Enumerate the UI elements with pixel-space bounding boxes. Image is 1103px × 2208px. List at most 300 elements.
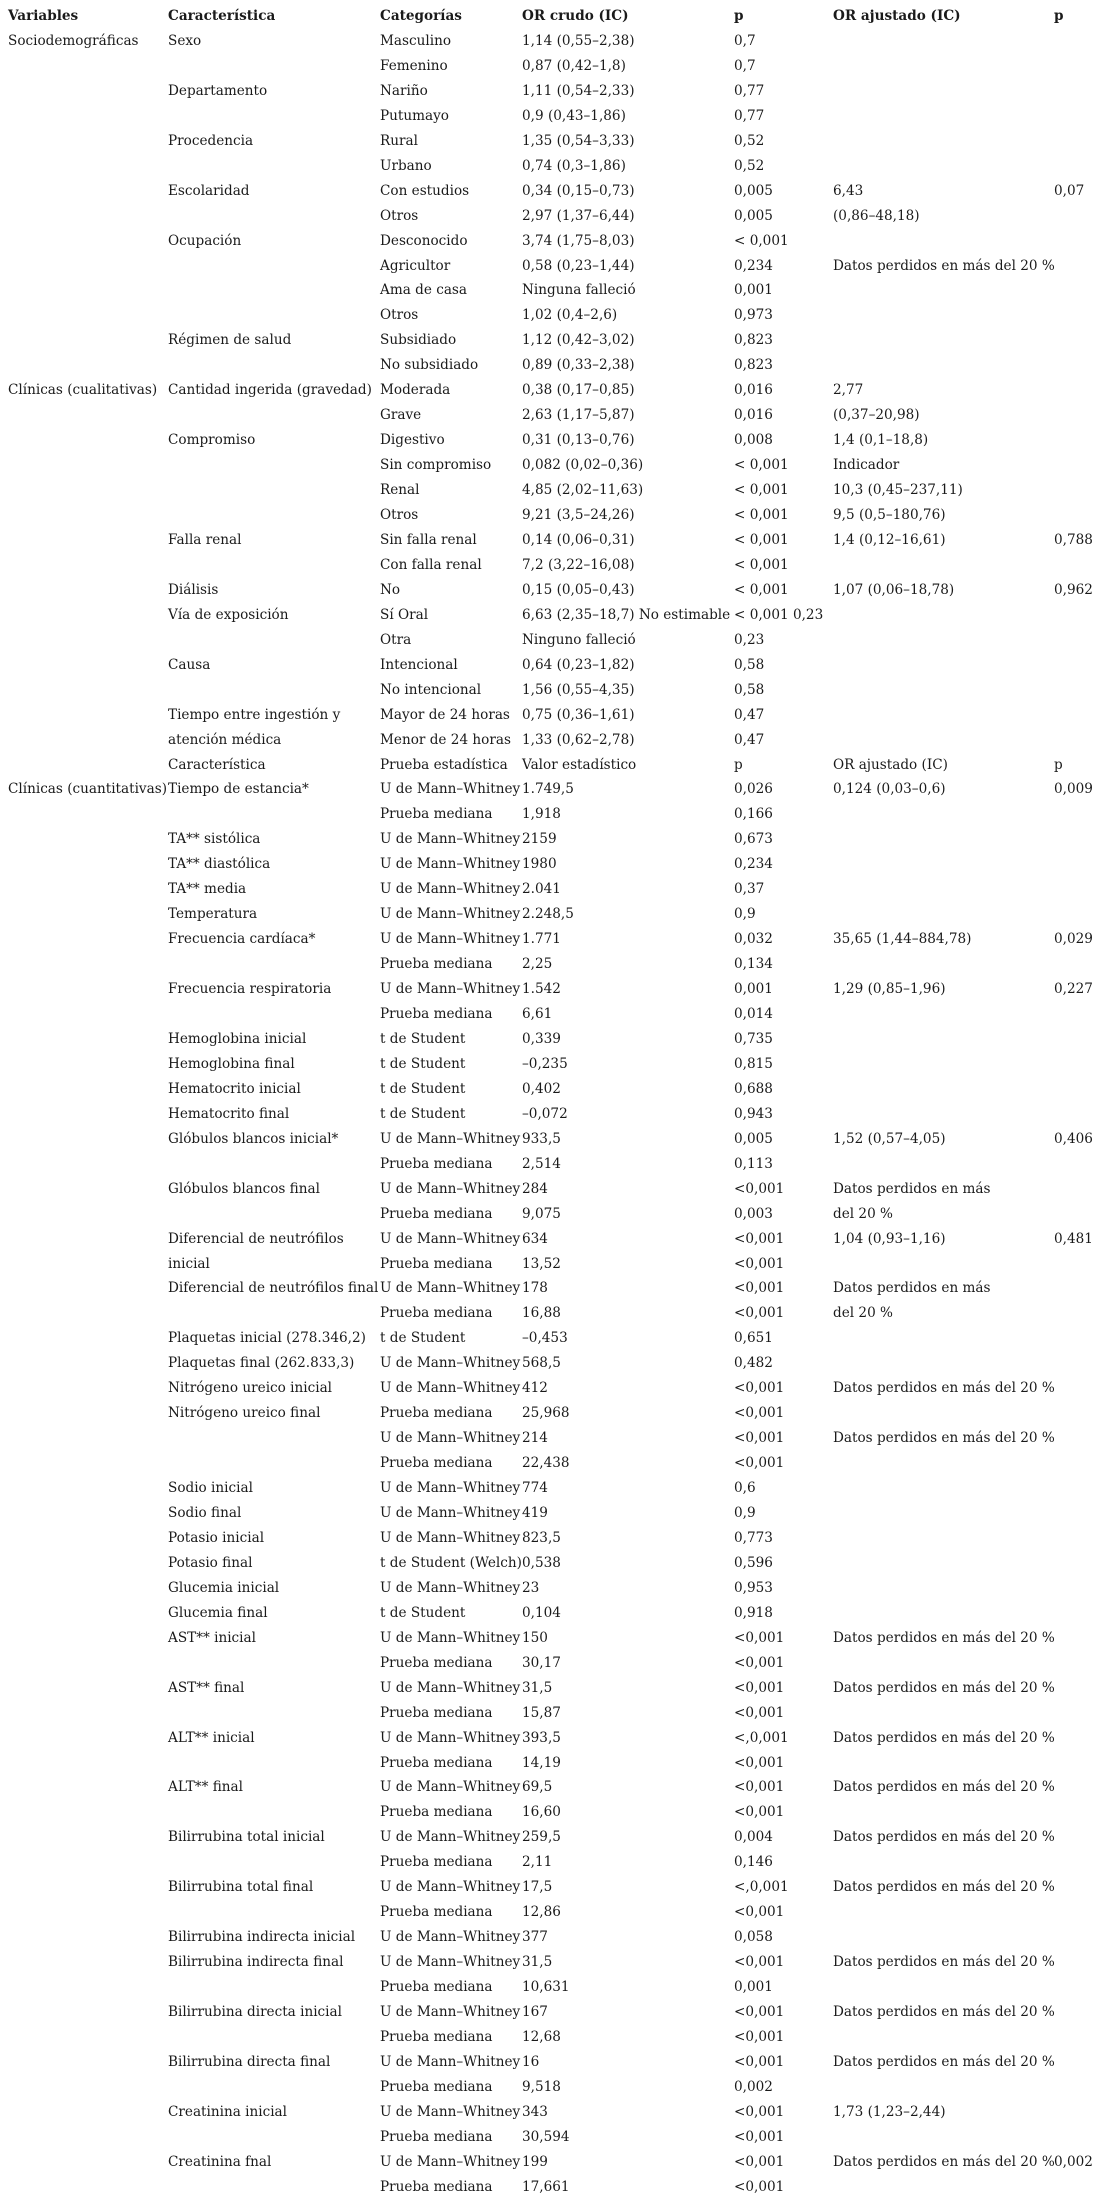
cell-p-crudo: 0,9 (734, 906, 756, 923)
cell-categoria: Prueba mediana (380, 1754, 493, 1771)
cell-or-crudo: 30,594 (522, 2128, 570, 2145)
cell-categoria: U de Mann–Whitney (380, 931, 521, 948)
cell-p-crudo: <0,001 (734, 2028, 785, 2045)
cell-p-crudo: < 0,001 (734, 232, 789, 249)
table-row (0, 1626, 1103, 1651)
cell-caracteristica: Sodio final (168, 1505, 242, 1521)
cell-categoria: Prueba mediana (380, 2178, 493, 2195)
table-row (0, 1701, 1103, 1726)
cell-categoria: U de Mann–Whitney (380, 1280, 521, 1297)
cell-categoria: No intencional (380, 681, 482, 698)
cell-categoria: Otros (380, 207, 419, 224)
cell-p-crudo: <0,001 (734, 1430, 785, 1447)
cell-p-crudo: < 0,001 (734, 482, 789, 499)
cell-p-crudo: < 0,001 (734, 581, 789, 598)
cell-caracteristica: TA** diastólica (168, 856, 271, 873)
cell-caracteristica: Glóbulos blancos inicial* (168, 1130, 339, 1147)
cell-or-ajustado: Datos perdidos en más del 20 % (833, 1729, 1055, 1746)
table-row (0, 1401, 1103, 1426)
cell-p-crudo: <0,001 (734, 2128, 785, 2145)
cell-caracteristica: Sexo (168, 32, 202, 49)
cell-or-ajustado: del 20 % (833, 1305, 893, 1322)
cell-or-crudo: 2,11 (522, 1854, 553, 1871)
cell-caracteristica: TA** sistólica (168, 831, 261, 848)
cell-or-crudo: 12,86 (522, 1904, 561, 1921)
cell-p-crudo: 0,77 (734, 107, 765, 124)
cell-or-ajustado: del 20 % (833, 1205, 893, 1222)
cell-or-crudo: 412 (522, 1380, 548, 1397)
cell-categoria: t de Student (380, 1105, 466, 1122)
cell-categoria: Putumayo (380, 107, 449, 124)
cell-or-crudo: 1,918 (522, 806, 561, 823)
table-row (0, 628, 1103, 653)
cell-categoria: Sí Oral (380, 606, 429, 623)
cell-or-crudo: 0,87 (0,42–1,8) (522, 57, 626, 74)
cell-p-crudo: <0,001 (734, 1804, 785, 1821)
cell-or-crudo: 0,74 (0,3–1,86) (522, 157, 626, 174)
cell-p-crudo: <0,001 (734, 1280, 785, 1297)
cell-or-ajustado: 6,43 (833, 182, 864, 199)
table-row (0, 877, 1103, 902)
cell-p-crudo: <0,001 (734, 1455, 785, 1472)
cell-p-crudo: 0,6 (734, 1480, 756, 1497)
cell-or-ajustado: 1,4 (0,1–18,8) (833, 432, 929, 449)
cell-or-crudo: 2,514 (522, 1155, 561, 1172)
cell-caracteristica: Tiempo de estancia* (168, 781, 309, 798)
table-row (0, 1127, 1103, 1152)
table-row (0, 1476, 1103, 1501)
cell-caracteristica: Tiempo entre ingestión y (168, 706, 341, 723)
cell-caracteristica: ALT** inicial (168, 1729, 255, 1746)
cell-or-crudo: 0,339 (522, 1030, 561, 1047)
table-row (0, 328, 1103, 353)
cell-or-ajustado: 1,73 (1,23–2,44) (833, 2103, 946, 2120)
cell-p-crudo: 0,001 (734, 981, 773, 998)
cell-or-crudo: 0,89 (0,33–2,38) (522, 357, 635, 374)
table-row (0, 204, 1103, 229)
cell-or-crudo: 1.749,5 (522, 781, 574, 798)
cell-or-crudo: 0,538 (522, 1554, 561, 1571)
cell-or-crudo: 30,17 (522, 1654, 561, 1671)
cell-p-crudo: <,0,001 (734, 1879, 789, 1896)
cell-p-ajustado: 0,002 (1054, 2153, 1093, 2170)
cell-p-crudo: 0,815 (734, 1055, 773, 1072)
cell-or-ajustado: (0,86–48,18) (833, 207, 920, 224)
cell-caracteristica: Frecuencia cardíaca* (168, 931, 316, 948)
cell-categoria: U de Mann–Whitney (380, 1380, 521, 1397)
table-row (0, 1077, 1103, 1102)
cell-or-crudo: 0,15 (0,05–0,43) (522, 581, 635, 598)
table-row (0, 403, 1103, 428)
table-row (0, 1875, 1103, 1900)
cell-p-crudo: p (734, 756, 743, 773)
table-row (0, 1027, 1103, 1052)
cell-p-crudo: 0,7 (734, 32, 756, 49)
cell-p-crudo: < 0,001 (734, 457, 789, 474)
cell-or-ajustado: Datos perdidos en más del 20 % (833, 257, 1055, 274)
cell-categoria: Rural (380, 132, 418, 149)
cell-or-ajustado: Datos perdidos en más del 20 % (833, 1779, 1055, 1796)
table-row (0, 977, 1103, 1002)
table-row (0, 1576, 1103, 1601)
table-row (0, 428, 1103, 453)
table-row (0, 1227, 1103, 1252)
table-row (0, 478, 1103, 503)
cell-p-crudo: 0,113 (734, 1155, 773, 1172)
cell-caracteristica: AST** final (168, 1679, 245, 1696)
cell-p-crudo: 0,673 (734, 831, 773, 848)
cell-p-ajustado: 0,07 (1054, 182, 1085, 199)
table-row (0, 902, 1103, 927)
cell-categoria: U de Mann–Whitney (380, 1629, 521, 1646)
cell-or-crudo: 6,61 (522, 1006, 553, 1022)
cell-p-crudo: 0,003 (734, 1205, 773, 1222)
cell-categoria: Prueba mediana (380, 1455, 493, 1472)
table-row (0, 728, 1103, 753)
cell-or-ajustado: Datos perdidos en más (833, 1280, 991, 1297)
cell-categoria: U de Mann–Whitney (380, 1529, 521, 1546)
cell-categoria: U de Mann–Whitney (380, 781, 521, 798)
cell-p-crudo: 0,58 (734, 681, 765, 698)
cell-or-crudo: 69,5 (522, 1779, 553, 1796)
cell-p-crudo: 0,026 (734, 781, 773, 798)
table-row (0, 1326, 1103, 1351)
cell-or-ajustado: 1,04 (0,93–1,16) (833, 1230, 946, 1247)
cell-or-crudo: 150 (522, 1629, 548, 1646)
cell-or-ajustado: Datos perdidos en más del 20 % (833, 2053, 1055, 2070)
cell-p-crudo: 0,688 (734, 1080, 773, 1097)
cell-or-ajustado: Datos perdidos en más del 20 % (833, 2153, 1055, 2170)
cell-or-crudo: 1,14 (0,55–2,38) (522, 32, 635, 49)
table-row (0, 1800, 1103, 1825)
cell-p-crudo: <0,001 (734, 1180, 785, 1197)
cell-or-ajustado: Datos perdidos en más del 20 % (833, 1829, 1055, 1846)
cell-p-crudo: <0,001 (734, 1954, 785, 1971)
cell-caracteristica: Régimen de salud (168, 332, 292, 349)
table-row (0, 777, 1103, 802)
cell-p-crudo: 0,032 (734, 931, 773, 948)
cell-categoria: Prueba mediana (380, 1405, 493, 1422)
table-row (0, 1651, 1103, 1676)
cell-p-crudo: 0,016 (734, 407, 773, 424)
cell-or-crudo: 16,60 (522, 1804, 561, 1821)
table-row (0, 1751, 1103, 1776)
cell-caracteristica: AST** inicial (168, 1629, 256, 1646)
cell-or-crudo: 16,88 (522, 1305, 561, 1322)
cell-p-crudo: 0,52 (734, 157, 765, 174)
cell-p-crudo: 0,005 (734, 1130, 773, 1147)
table-row (0, 1451, 1103, 1476)
cell-p-crudo: 0,002 (734, 2078, 773, 2095)
cell-caracteristica: Ocupación (168, 232, 242, 249)
cell-p-crudo: 0,9 (734, 1505, 756, 1521)
cell-caracteristica: Bilirrubina directa final (168, 2053, 331, 2070)
cell-caracteristica: inicial (168, 1255, 210, 1272)
cell-caracteristica: Potasio final (168, 1554, 253, 1571)
cell-or-crudo: 6,63 (2,35–18,7) No estimable (522, 606, 731, 623)
table-row (0, 1052, 1103, 1077)
cell-categoria: U de Mann–Whitney (380, 1954, 521, 1971)
cell-categoria: Prueba mediana (380, 2128, 493, 2145)
cell-p-crudo: 0,953 (734, 1579, 773, 1596)
cell-categoria: U de Mann–Whitney (380, 2004, 521, 2020)
cell-caracteristica: Causa (168, 656, 211, 673)
cell-categoria: U de Mann–Whitney (380, 2053, 521, 2070)
table-row (0, 1301, 1103, 1326)
cell-or-ajustado: Datos perdidos en más del 20 % (833, 1954, 1055, 1971)
cell-categoria: Prueba mediana (380, 1654, 493, 1671)
cell-categoria: Prueba mediana (380, 2078, 493, 2095)
cell-categoria: Moderada (380, 382, 451, 399)
cell-p-crudo: <0,001 (734, 1704, 785, 1721)
table-row (0, 1152, 1103, 1177)
cell-categoria: U de Mann–Whitney (380, 1230, 521, 1247)
table-row (0, 1102, 1103, 1127)
table-row (0, 1202, 1103, 1227)
cell-or-crudo: 214 (522, 1430, 548, 1447)
cell-categoria: Con falla renal (380, 556, 482, 573)
cell-or-crudo: 0,104 (522, 1604, 561, 1621)
cell-or-ajustado: Datos perdidos en más del 20 % (833, 1629, 1055, 1646)
cell-categoria: U de Mann–Whitney (380, 2103, 521, 2120)
cell-or-crudo: –0,072 (522, 1105, 568, 1122)
cell-or-ajustado: Indicador (833, 457, 900, 474)
cell-p-crudo: 0,943 (734, 1105, 773, 1122)
cell-p-ajustado: 0,406 (1054, 1130, 1093, 1147)
table-row (0, 1252, 1103, 1277)
cell-p-ajustado: 0,481 (1054, 1230, 1093, 1247)
cell-caracteristica: Plaquetas final (262.833,3) (168, 1355, 355, 1372)
table-row (0, 1551, 1103, 1576)
cell-p-crudo: <0,001 (734, 1629, 785, 1646)
cell-or-crudo: 1,02 (0,4–2,6) (522, 307, 618, 324)
cell-categoria: Otros (380, 507, 419, 523)
cell-categoria: Sin falla renal (380, 531, 477, 548)
cell-caracteristica: Hemoglobina final (168, 1055, 295, 1072)
cell-caracteristica: Escolaridad (168, 182, 250, 199)
cell-or-crudo: 10,631 (522, 1979, 570, 1996)
cell-or-crudo: 0,64 (0,23–1,82) (522, 656, 635, 673)
cell-or-crudo: 23 (522, 1579, 540, 1596)
cell-p-crudo: <0,001 (734, 1754, 785, 1771)
cell-categoria: t de Student (Welch) (380, 1554, 522, 1571)
cell-categoria: U de Mann–Whitney (380, 1779, 521, 1796)
table-row (0, 2075, 1103, 2100)
cell-caracteristica: Hematocrito inicial (168, 1080, 301, 1097)
cell-p-crudo: <0,001 (734, 1380, 785, 1397)
table-row (0, 378, 1103, 403)
cell-categoria: Prueba mediana (380, 956, 493, 973)
table-row (0, 353, 1103, 378)
cell-p-crudo: 0,482 (734, 1355, 773, 1372)
cell-p-crudo: <0,001 (734, 2153, 785, 2170)
table-row (0, 827, 1103, 852)
header-variables: Variables (8, 8, 79, 24)
cell-or-crudo: 2,63 (1,17–5,87) (522, 407, 635, 424)
table-row (0, 179, 1103, 204)
table-row (0, 1351, 1103, 1376)
cell-p-crudo: 0,134 (734, 956, 773, 973)
cell-p-crudo: 0,37 (734, 881, 765, 898)
cell-or-crudo: 17,5 (522, 1879, 553, 1896)
cell-or-crudo: 0,9 (0,43–1,86) (522, 107, 626, 124)
cell-categoria: Prueba mediana (380, 1854, 493, 1871)
cell-p-crudo: < 0,001 (734, 556, 789, 573)
cell-categoria: U de Mann–Whitney (380, 2153, 521, 2170)
cell-caracteristica: Diferencial de neutrófilos (168, 1230, 344, 1247)
table-row (0, 1501, 1103, 1526)
cell-or-crudo: 0,31 (0,13–0,76) (522, 432, 635, 449)
cell-p-crudo: <0,001 (734, 2103, 785, 2120)
cell-categoria: Agricultor (380, 257, 451, 274)
table-row (0, 1925, 1103, 1950)
cell-categoria: Otra (380, 631, 412, 648)
cell-categoria: U de Mann–Whitney (380, 856, 521, 873)
table-row (0, 1825, 1103, 1850)
table-row (0, 2125, 1103, 2150)
cell-or-crudo: 1.542 (522, 981, 561, 998)
cell-categoria: No subsidiado (380, 357, 479, 374)
table-row (0, 2100, 1103, 2125)
cell-caracteristica: Diálisis (168, 581, 219, 598)
table-header-row (0, 4, 1103, 29)
table-row (0, 2175, 1103, 2200)
header-or-crudo: OR crudo (IC) (522, 8, 629, 24)
cell-caracteristica: Temperatura (168, 906, 258, 923)
cell-categoria: U de Mann–Whitney (380, 1430, 521, 1447)
cell-caracteristica: atención médica (168, 731, 282, 748)
cell-variable: Sociodemográficas (8, 32, 139, 49)
cell-p-crudo: 0,773 (734, 1529, 773, 1546)
cell-categoria: No (380, 581, 401, 598)
cell-categoria: U de Mann–Whitney (380, 1180, 521, 1197)
cell-or-crudo: 14,19 (522, 1754, 561, 1771)
cell-p-crudo: 0,7 (734, 57, 756, 74)
cell-caracteristica: Sodio inicial (168, 1480, 253, 1497)
table-row (0, 503, 1103, 528)
cell-or-crudo: Valor estadístico (522, 756, 637, 773)
cell-categoria: Prueba estadística (380, 756, 508, 773)
cell-p-ajustado: p (1054, 756, 1063, 773)
cell-caracteristica: Nitrógeno ureico final (168, 1405, 321, 1422)
cell-or-ajustado: Datos perdidos en más del 20 % (833, 2004, 1055, 2020)
cell-caracteristica: Glucemia final (168, 1604, 268, 1621)
cell-or-crudo: 0,58 (0,23–1,44) (522, 257, 635, 274)
cell-caracteristica: Bilirrubina indirecta final (168, 1954, 344, 1971)
cell-or-crudo: 2,97 (1,37–6,44) (522, 207, 635, 224)
table-row (0, 154, 1103, 179)
cell-or-crudo: 9,075 (522, 1205, 561, 1222)
table-row (0, 927, 1103, 952)
cell-or-crudo: 199 (522, 2153, 548, 2170)
cell-or-crudo: 823,5 (522, 1529, 561, 1546)
cell-caracteristica: ALT** final (168, 1779, 243, 1796)
cell-caracteristica: Procedencia (168, 132, 254, 149)
cell-caracteristica: TA** media (168, 881, 247, 898)
cell-categoria: Prueba mediana (380, 1979, 493, 1996)
cell-or-crudo: 9,21 (3,5–24,26) (522, 507, 635, 523)
cell-or-crudo: 2,25 (522, 956, 553, 973)
cell-variable: Clínicas (cualitativas) (8, 382, 158, 399)
cell-caracteristica: Característica (168, 756, 266, 773)
cell-p-crudo: 0,146 (734, 1854, 773, 1871)
cell-caracteristica: Bilirrubina total inicial (168, 1829, 325, 1846)
cell-or-crudo: 1980 (522, 856, 557, 873)
table-row (0, 1426, 1103, 1451)
cell-p-crudo: 0,973 (734, 307, 773, 324)
cell-p-crudo: 0,735 (734, 1030, 773, 1047)
table-row (0, 1726, 1103, 1751)
cell-categoria: U de Mann–Whitney (380, 1729, 521, 1746)
cell-or-crudo: 0,75 (0,36–1,61) (522, 706, 635, 723)
header-or-ajustado: OR ajustado (IC) (833, 8, 961, 24)
cell-or-crudo: 0,082 (0,02–0,36) (522, 457, 644, 474)
table-row (0, 278, 1103, 303)
cell-or-crudo: 933,5 (522, 1130, 561, 1147)
cell-or-crudo: 2.041 (522, 881, 561, 898)
table-row (0, 2150, 1103, 2175)
cell-or-crudo: 0,14 (0,06–0,31) (522, 531, 635, 548)
cell-p-crudo: 0,52 (734, 132, 765, 149)
cell-categoria: U de Mann–Whitney (380, 1130, 521, 1147)
cell-p-crudo: <0,001 (734, 1405, 785, 1422)
cell-p-crudo: 0,004 (734, 1829, 773, 1846)
table-row (0, 1950, 1103, 1975)
cell-p-crudo: <0,001 (734, 2178, 785, 2195)
cell-or-crudo: Ninguna falleció (522, 282, 636, 299)
cell-categoria: Renal (380, 482, 420, 499)
cell-caracteristica: Falla renal (168, 531, 242, 548)
cell-p-ajustado: 0,788 (1054, 531, 1093, 548)
cell-caracteristica: Nitrógeno ureico inicial (168, 1380, 333, 1397)
cell-caracteristica: Bilirrubina directa inicial (168, 2004, 342, 2020)
cell-categoria: Sin compromiso (380, 457, 492, 474)
table-row (0, 2025, 1103, 2050)
cell-or-crudo: 1,12 (0,42–3,02) (522, 332, 635, 349)
table-row (0, 1177, 1103, 1202)
cell-or-crudo: 1,56 (0,55–4,35) (522, 681, 635, 698)
cell-categoria: t de Student (380, 1080, 466, 1097)
cell-caracteristica: Hematocrito final (168, 1105, 290, 1122)
cell-categoria: Prueba mediana (380, 806, 493, 823)
cell-categoria: Intencional (380, 656, 458, 673)
table-row (0, 802, 1103, 827)
cell-or-ajustado: 1,4 (0,12–16,61) (833, 531, 946, 548)
cell-or-crudo: 9,518 (522, 2078, 561, 2095)
cell-categoria: Prueba mediana (380, 1904, 493, 1921)
cell-categoria: t de Student (380, 1330, 466, 1347)
cell-categoria: Subsidiado (380, 332, 457, 349)
cell-p-ajustado: 0,227 (1054, 981, 1093, 998)
table-row (0, 1775, 1103, 1800)
cell-categoria: Ama de casa (380, 282, 467, 299)
table-row (0, 2000, 1103, 2025)
table-row (0, 678, 1103, 703)
cell-p-crudo: 0,166 (734, 806, 773, 823)
cell-or-crudo: 1,35 (0,54–3,33) (522, 132, 635, 149)
cell-caracteristica: Bilirrubina total final (168, 1879, 314, 1896)
cell-categoria: U de Mann–Whitney (380, 1929, 521, 1946)
cell-or-ajustado: 9,5 (0,5–180,76) (833, 507, 946, 523)
cell-p-crudo: <0,001 (734, 2053, 785, 2070)
table-row (0, 1850, 1103, 1875)
cell-categoria: U de Mann–Whitney (380, 1879, 521, 1896)
cell-or-ajustado: Datos perdidos en más del 20 % (833, 1430, 1055, 1447)
cell-p-crudo: 0,823 (734, 357, 773, 374)
cell-or-crudo: –0,453 (522, 1330, 568, 1347)
cell-caracteristica: Cantidad ingerida (gravedad) (168, 382, 372, 399)
cell-or-ajustado: 0,124 (0,03–0,6) (833, 781, 946, 798)
